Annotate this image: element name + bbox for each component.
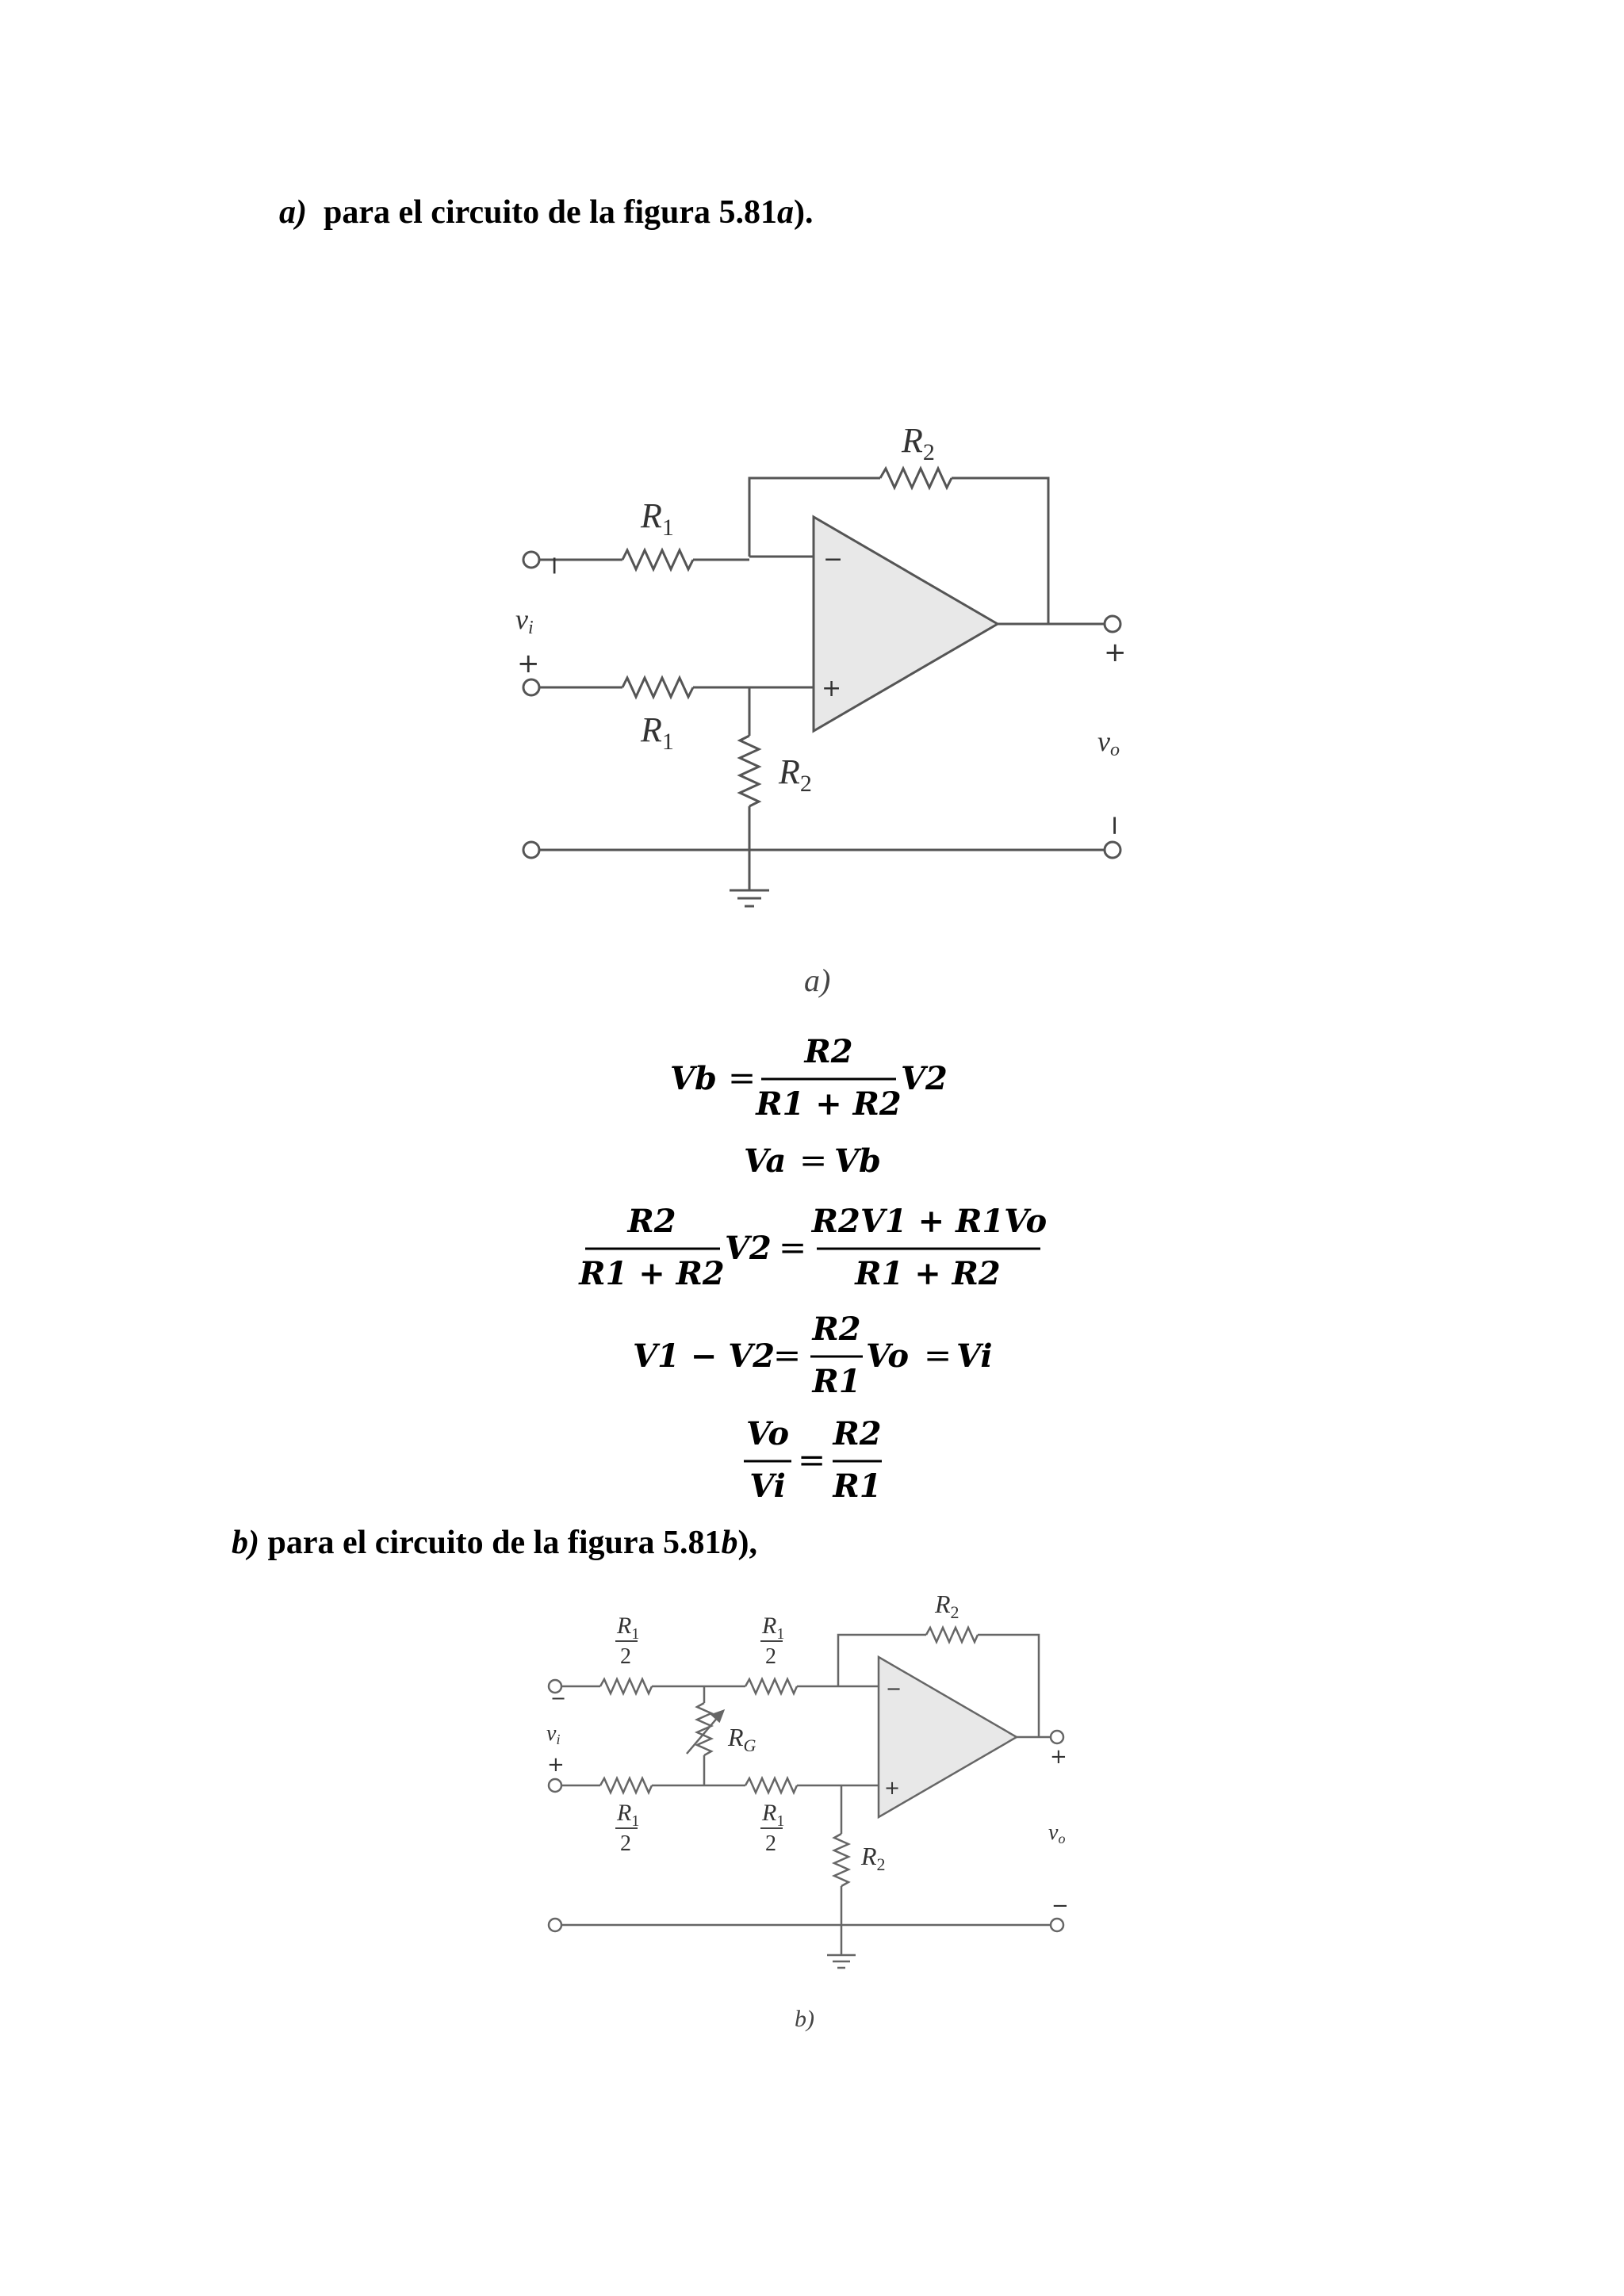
ground-terminal-left-b — [549, 1919, 561, 1931]
caption-figure-b: b) — [795, 2006, 814, 2032]
r-sub: 2 — [876, 1854, 886, 1874]
eq2-equals: = — [799, 1141, 828, 1180]
eq2-lhs: Va — [744, 1142, 787, 1180]
label-vi-b — [546, 1721, 560, 1747]
eq5-equals: = — [798, 1441, 826, 1479]
r-sub: 2 — [950, 1602, 959, 1622]
v-sub: i — [527, 618, 534, 638]
label-r1-half-2-b — [760, 1613, 784, 1669]
eq3-num2: R2V1 + R1Vo — [811, 1203, 1048, 1240]
equation-2 — [744, 1141, 881, 1180]
r-sub: 1 — [661, 515, 674, 541]
r-sub: 1 — [661, 729, 674, 755]
svg-text:R1 — [761, 1800, 784, 1830]
vo-minus-b: − — [1051, 1894, 1069, 1918]
r-letter: R — [617, 1613, 632, 1639]
output-terminal-top-a — [1105, 616, 1120, 632]
eq4-mid: Vo — [866, 1337, 910, 1375]
r-sub: 2 — [922, 439, 935, 465]
eq3-den1: R1 + R2 — [579, 1255, 725, 1292]
input-terminal-top-a — [523, 552, 539, 568]
eq3-equals: = — [779, 1228, 807, 1267]
eq4-equals-1: = — [773, 1336, 802, 1375]
resistor-r2-ground-a — [740, 736, 759, 806]
opamp-b-plus: + — [884, 1777, 901, 1799]
equation-3 — [578, 1203, 1047, 1292]
r-letter: R — [779, 752, 800, 791]
opamp-a-plus: + — [822, 675, 842, 702]
svg-text:R1 — [616, 1800, 639, 1830]
label-vo-a — [1097, 725, 1120, 760]
output-terminal-top-b — [1051, 1731, 1063, 1743]
eq3-mid: V2 — [725, 1230, 772, 1267]
r-letter: R — [617, 1800, 632, 1826]
resistor-r1-bottom-a — [622, 678, 693, 697]
eq4-den: R1 — [812, 1363, 861, 1400]
label-vo-b — [1048, 1820, 1065, 1846]
output-terminal-bottom-b — [1051, 1919, 1063, 1931]
r-letter: R — [641, 496, 662, 535]
eq3-num1: R2 — [627, 1203, 676, 1240]
r-letter: R — [762, 1800, 777, 1826]
r-letter: R — [902, 421, 923, 460]
resistor-rg-b — [697, 1703, 711, 1755]
r-sub: 2 — [799, 771, 812, 797]
svg-text:R1 — [761, 1613, 784, 1643]
eq1-equals: = — [728, 1058, 756, 1097]
eq5-num1: Vo — [745, 1415, 790, 1452]
label-r1-half-4-b — [760, 1800, 784, 1856]
vi-minus-a: − — [540, 555, 570, 576]
heading-a-end: ). — [793, 194, 814, 231]
eq4-equals-2: = — [924, 1336, 952, 1375]
v-letter: v — [546, 1721, 557, 1746]
label-r1-half-3-b — [615, 1800, 639, 1856]
eq3-den2: R1 + R2 — [855, 1255, 1001, 1292]
r-sub: G — [743, 1735, 756, 1755]
label-r1-top-a — [640, 496, 674, 541]
r-sub: 1 — [776, 1625, 785, 1643]
r-sub: 1 — [631, 1812, 640, 1830]
heading-a-label: a) — [279, 194, 307, 231]
r-letter: R — [728, 1723, 744, 1751]
heading-b-end: ), — [737, 1525, 757, 1561]
r-letter: R — [861, 1842, 877, 1870]
v-sub: o — [1109, 740, 1120, 760]
label-r2-ground-b — [860, 1842, 886, 1874]
v-letter: v — [1097, 725, 1110, 757]
denominator: 2 — [620, 1644, 631, 1669]
eq2-rhs: Vb — [834, 1142, 882, 1180]
output-terminal-bottom-a — [1105, 842, 1120, 858]
denominator: 2 — [765, 1831, 776, 1856]
resistor-r1-half-3-b — [600, 1778, 652, 1793]
eq5-den2: R1 — [833, 1468, 882, 1505]
v-sub: o — [1058, 1831, 1066, 1846]
label-r2-feedback-b — [934, 1590, 959, 1622]
label-rg-b — [727, 1723, 756, 1755]
opamp-b-minus: − — [886, 1678, 902, 1700]
equation-1 — [670, 1033, 948, 1123]
vo-plus-b: + — [1050, 1745, 1067, 1769]
figure-b-circuit — [549, 1628, 1066, 1968]
vi-plus-b: + — [547, 1753, 565, 1777]
opamp-a-minus: − — [823, 545, 844, 573]
svg-text:R1 — [616, 1613, 639, 1643]
resistor-r1-half-2-b — [745, 1679, 797, 1693]
caption-figure-a: a) — [804, 962, 831, 998]
label-r1-half-1-b — [615, 1613, 639, 1669]
heading-b-label: b) — [232, 1525, 259, 1561]
heading-a-text: para el circuito de la figura 5.81 — [324, 194, 777, 231]
resistor-r1-top-a — [622, 550, 693, 569]
input-terminal-bottom-b — [549, 1779, 561, 1792]
eq4-lhs: V1 − V2 — [633, 1337, 776, 1375]
heading-a-fig: a — [776, 194, 794, 231]
heading-b-fig: b — [721, 1525, 738, 1561]
input-terminal-bottom-a — [523, 679, 539, 695]
eq4-rhs: Vi — [956, 1337, 993, 1375]
r-sub: 1 — [776, 1812, 785, 1830]
heading-b-text: para el circuito de la figura 5.81 — [267, 1525, 722, 1561]
ground-terminal-left-a — [523, 842, 539, 858]
eq5-num2: R2 — [833, 1415, 882, 1452]
vi-plus-a: + — [517, 648, 540, 679]
r-sub: 1 — [631, 1625, 640, 1643]
label-r1-bottom-a — [640, 710, 674, 755]
eq4-num: R2 — [812, 1311, 861, 1348]
resistor-r2-feedback-b — [926, 1628, 978, 1642]
label-vi-a — [515, 603, 534, 638]
denominator: 2 — [765, 1644, 776, 1669]
equation-4 — [633, 1311, 993, 1400]
equation-5 — [744, 1415, 882, 1505]
v-letter: v — [515, 603, 528, 635]
r-letter: R — [762, 1613, 777, 1639]
v-sub: i — [556, 1732, 561, 1747]
resistor-r2-ground-b — [834, 1834, 848, 1886]
eq5-den1: Vi — [749, 1468, 786, 1505]
denominator: 2 — [620, 1831, 631, 1856]
v-letter: v — [1048, 1820, 1059, 1845]
label-r2-ground-a — [778, 752, 812, 797]
vi-minus-b: − — [550, 1687, 567, 1709]
label-r2-feedback-a — [901, 421, 935, 465]
r-letter: R — [935, 1590, 951, 1618]
eq1-den: R1 + R2 — [756, 1085, 902, 1123]
eq1-tail: V2 — [901, 1060, 948, 1097]
r-letter: R — [641, 710, 662, 749]
vo-minus-a: − — [1099, 814, 1131, 837]
vo-plus-a: + — [1104, 637, 1127, 668]
resistor-r1-half-4-b — [745, 1778, 797, 1793]
resistor-r2-feedback-a — [880, 469, 952, 488]
eq1-lhs: Vb — [670, 1060, 718, 1097]
feedback-wire-right-a — [952, 478, 1048, 624]
resistor-r1-half-1-b — [600, 1679, 652, 1693]
eq1-num: R2 — [804, 1033, 853, 1070]
